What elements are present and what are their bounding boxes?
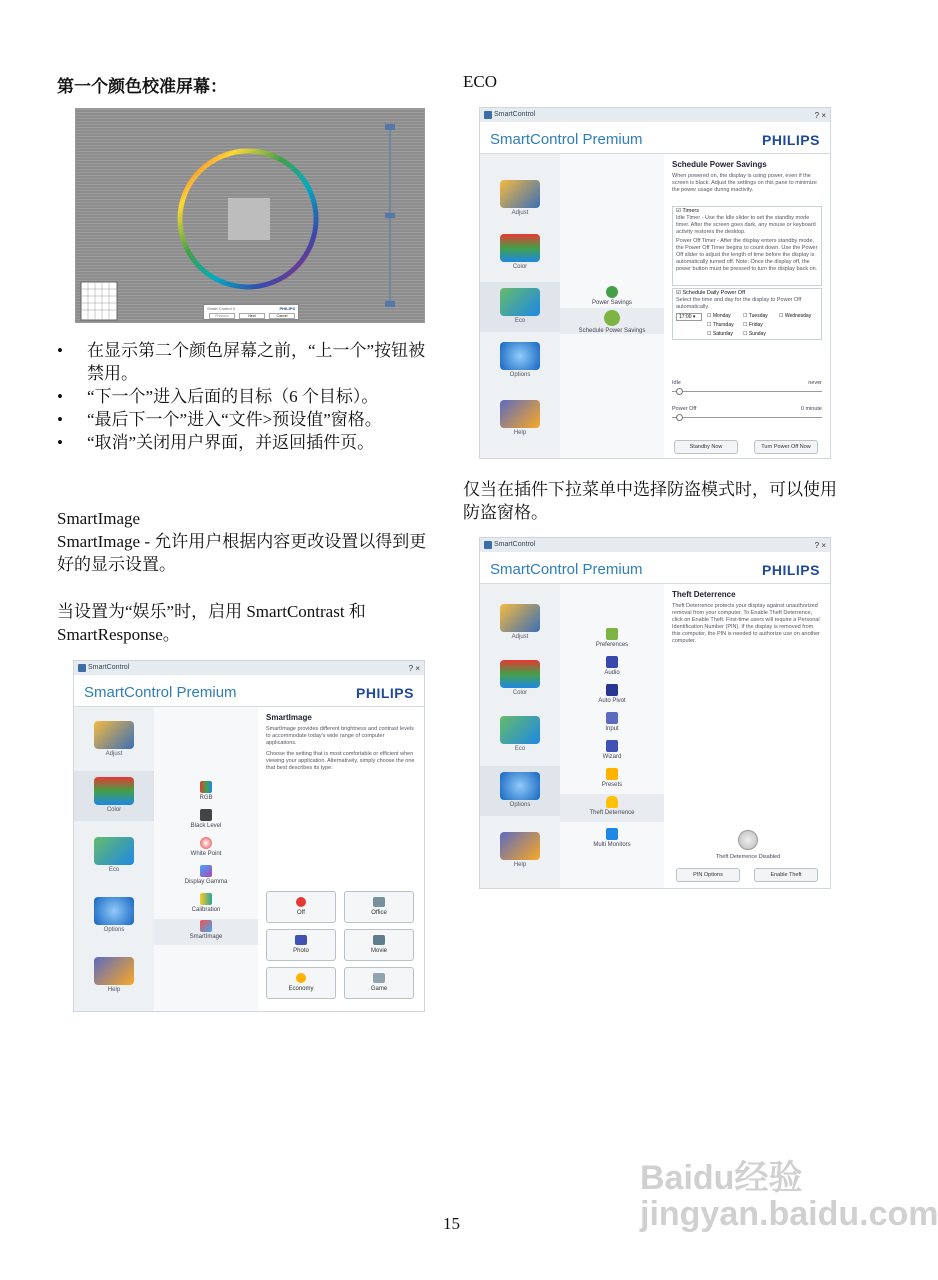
- submenu-label: Display Gamma: [184, 879, 228, 885]
- nav-item-eco[interactable]: [74, 831, 154, 881]
- window-titlebar: [480, 108, 830, 122]
- time-value: 17:00: [679, 314, 692, 320]
- submenu-item-wizard[interactable]: [560, 740, 664, 760]
- idle-value: never: [808, 380, 822, 386]
- submenu-item-white-point[interactable]: [154, 837, 258, 857]
- submenu-item-display-gamma[interactable]: [154, 865, 258, 885]
- nav-label: Adjust: [105, 751, 123, 757]
- gear-icon: [500, 772, 540, 800]
- nav-label: Help: [513, 862, 527, 868]
- app-icon: [484, 541, 492, 549]
- submenu-label: White Point: [190, 851, 222, 857]
- timers-label: Timers: [682, 208, 699, 214]
- panel-title: Theft Deterrence: [672, 590, 736, 599]
- eco-panel: [664, 154, 830, 458]
- mode-economy-button[interactable]: [266, 967, 336, 999]
- schedule-text: Select the time and day for the display to Power Off automatically.: [676, 297, 802, 310]
- submenu-label: Multi Monitors: [593, 842, 631, 848]
- help-icon: [94, 957, 134, 985]
- adjust-icon: [500, 180, 540, 208]
- submenu-item-theft-deterrence[interactable]: [560, 794, 664, 822]
- help-icon: [500, 832, 540, 860]
- slider-thumb[interactable]: [676, 388, 683, 395]
- standby-now-button[interactable]: Standby Now: [674, 440, 738, 454]
- nav-label: Help: [107, 987, 121, 993]
- mode-office-button[interactable]: [344, 891, 414, 923]
- lock-icon: [606, 796, 618, 808]
- submenu-label: Auto Pivot: [598, 698, 626, 704]
- schedule-checkbox[interactable]: ☑ Schedule Daily Power Off: [676, 290, 746, 296]
- calibration-screenshot: [75, 108, 425, 323]
- nav-sidebar: [480, 154, 560, 458]
- nav-item-options[interactable]: [74, 891, 154, 941]
- baidu-watermark: Baidu经验 jingyan.baidu.com: [640, 1159, 938, 1233]
- nav-item-eco[interactable]: [480, 282, 560, 332]
- submenu-item-power-savings[interactable]: [560, 286, 664, 306]
- day-label: Saturday: [712, 331, 733, 337]
- multi-monitor-icon: [606, 828, 618, 840]
- app-icon: [78, 664, 86, 672]
- window-controls[interactable]: ? ×: [408, 664, 420, 673]
- panel-text: When powered on, the display is using power, even if the screen is black. Adjust the settings on this pane to minimize the power usage during inactivity.: [672, 173, 817, 193]
- nav-label: Color: [512, 264, 528, 270]
- color-wheel-graphic: [76, 109, 426, 324]
- power-off-timer-text: Power Off Timer - After the display enters standby mode, the Power Off Timer begins to count down. Use the Power Off slider to adjust the length of time before the display is automatically turned off. Note: Once the display off, the power button must be pressed to turn the display back on.: [676, 238, 818, 272]
- window-header: [480, 122, 830, 154]
- bullet-item: • “取消”关闭用户界面，并返回插件页。: [57, 431, 442, 454]
- eco-window: [479, 107, 831, 459]
- brand-title: SmartControl Premium: [490, 131, 643, 148]
- rgb-icon: [200, 781, 212, 793]
- turn-power-off-now-button[interactable]: Turn Power Off Now: [754, 440, 818, 454]
- nav-sidebar: [74, 707, 154, 1011]
- color-submenu: [154, 707, 258, 1011]
- power-icon: [296, 897, 306, 907]
- color-icon: [94, 777, 134, 805]
- day-label: Monday: [712, 313, 731, 319]
- day-tuesday[interactable]: ☐ Tuesday: [743, 313, 768, 319]
- smartimage-note: 当设置为“娱乐”时，启用 SmartContrast 和 SmartResponse。: [57, 602, 366, 644]
- schedule-group: [672, 288, 822, 340]
- nav-sidebar: [480, 584, 560, 888]
- nav-label: Help: [513, 430, 527, 436]
- disabled-lock-icon: [738, 830, 758, 850]
- theft-status: Theft Deterrence Disabled: [715, 854, 781, 860]
- nav-item-options[interactable]: [480, 766, 560, 816]
- day-label: Wednesday: [784, 313, 812, 319]
- calibration-footer-label: Smart Control II: [207, 306, 236, 311]
- mode-label: Movie: [370, 948, 387, 954]
- mode-label: Office: [371, 910, 387, 916]
- smartimage-panel: [258, 707, 424, 1011]
- mode-label: Off: [297, 910, 305, 916]
- help-icon: [500, 400, 540, 428]
- panel-text: Theft Deterrence protects your display against unauthorized removal from your computer. To Enable Theft Deterrence, click on Enable Theft. First-time users will require a Personal Identification Number (PIN). If the display is removed from this computer, the PIN is needed to authorize use on another computer.: [672, 603, 820, 644]
- nav-label: Eco: [514, 746, 526, 752]
- submenu-item-smartimage[interactable]: [154, 919, 258, 945]
- timers-group: [672, 206, 822, 286]
- schedule-label: Schedule Daily Power Off: [682, 290, 746, 296]
- submenu-label: SmartImage: [189, 934, 223, 940]
- wizard-icon: [606, 740, 618, 752]
- theft-panel: [664, 584, 830, 888]
- eco-leaf-icon: [500, 716, 540, 744]
- theft-note: 仅当在插件下拉菜单中选择防盗模式时，可以使用防盗窗格。: [463, 480, 837, 522]
- submenu-label: Presets: [601, 782, 623, 788]
- photo-icon: [295, 935, 307, 945]
- eco-heading: ECO: [463, 72, 497, 91]
- calibration-bullets: [57, 339, 442, 454]
- nav-label: Color: [512, 690, 528, 696]
- office-icon: [373, 897, 385, 907]
- smartimage-description: SmartImage - 允许用户根据内容更改设置以得到更好的显示设置。: [57, 532, 427, 574]
- calibration-heading: 第一个颜色校准屏幕：: [57, 77, 227, 96]
- schedule-leaf-icon: [604, 310, 620, 326]
- slider-track: [672, 391, 822, 392]
- window-controls[interactable]: ? ×: [814, 111, 826, 120]
- nav-label: Options: [509, 802, 531, 808]
- calibration-cancel-button[interactable]: Cancel: [269, 313, 295, 319]
- philips-logo: PHILIPS: [762, 132, 820, 148]
- color-icon: [500, 234, 540, 262]
- philips-logo: PHILIPS: [356, 685, 414, 701]
- nav-item-help[interactable]: [74, 951, 154, 1001]
- window-title: SmartControl: [494, 541, 536, 548]
- smartimage-window: [73, 660, 425, 1012]
- submenu-label: Power Savings: [591, 300, 633, 306]
- color-icon: [500, 660, 540, 688]
- bullet-item: • “最后下一个”进入“文件>预设值”窗格。: [57, 408, 442, 431]
- leaf-icon: [606, 286, 618, 298]
- submenu-item-auto-pivot[interactable]: [560, 684, 664, 704]
- mode-label: Economy: [288, 986, 314, 992]
- window-controls[interactable]: ? ×: [814, 541, 826, 550]
- eco-leaf-icon: [500, 288, 540, 316]
- eco-submenu: [560, 154, 664, 458]
- nav-item-help[interactable]: [480, 826, 560, 876]
- idle-slider[interactable]: [672, 388, 822, 396]
- calibration-previous-button[interactable]: Previous: [209, 313, 235, 319]
- nav-item-adjust[interactable]: [74, 715, 154, 765]
- mode-photo-button[interactable]: [266, 929, 336, 961]
- power-off-value: 0 minute: [800, 406, 822, 412]
- enable-theft-button[interactable]: Enable Theft: [754, 868, 818, 882]
- nav-label: Options: [103, 927, 125, 933]
- sun-icon: [296, 973, 306, 983]
- presets-icon: [606, 768, 618, 780]
- options-submenu: [560, 584, 664, 888]
- nav-label: Color: [106, 807, 122, 813]
- submenu-label: Input: [605, 726, 619, 732]
- day-sunday[interactable]: ☐ Sunday: [743, 331, 766, 337]
- app-icon: [484, 111, 492, 119]
- nav-item-help[interactable]: [480, 394, 560, 444]
- day-label: Sunday: [748, 331, 766, 337]
- submenu-item-calibration[interactable]: [154, 893, 258, 913]
- submenu-item-black-level[interactable]: [154, 809, 258, 829]
- movie-icon: [373, 935, 385, 945]
- calibration-footer: [203, 304, 299, 320]
- nav-item-adjust[interactable]: [480, 598, 560, 648]
- bullet-item: • 在显示第二个颜色屏幕之前，“上一个”按钮被禁用。: [57, 339, 442, 385]
- mode-game-button[interactable]: [344, 967, 414, 999]
- submenu-label: RGB: [199, 795, 213, 801]
- power-off-slider[interactable]: [672, 414, 822, 422]
- submenu-item-rgb[interactable]: [154, 781, 258, 801]
- black-level-icon: [200, 809, 212, 821]
- nav-label: Options: [509, 372, 531, 378]
- panel-title: SmartImage: [266, 713, 312, 722]
- power-off-label: Power Off: [672, 406, 697, 412]
- eco-leaf-icon: [94, 837, 134, 865]
- day-label: Thursday: [712, 322, 734, 328]
- adjust-icon: [500, 604, 540, 632]
- nav-label: Adjust: [511, 210, 529, 216]
- panel-title: Schedule Power Savings: [672, 160, 767, 169]
- idle-label: Idle: [672, 380, 681, 386]
- submenu-label: Theft Deterrence: [589, 810, 635, 816]
- submenu-label: Audio: [604, 670, 620, 676]
- panel-text: SmartImage provides different brightness and contrast levels to accommodate today's wide range of computer applications.: [266, 726, 414, 746]
- window-title: SmartControl: [88, 664, 130, 671]
- adjust-icon: [94, 721, 134, 749]
- brand-title: SmartControl Premium: [490, 561, 643, 578]
- submenu-item-preferences[interactable]: [560, 628, 664, 648]
- pin-options-button[interactable]: PIN Options: [676, 868, 740, 882]
- mode-label: Photo: [293, 948, 309, 954]
- submenu-item-input[interactable]: [560, 712, 664, 732]
- day-saturday[interactable]: ☐ Saturday: [707, 331, 733, 337]
- smartimage-title: SmartImage: [57, 509, 141, 528]
- idle-timer-text: Idle Timer - Use the Idle slider to set the standby mode timer. After the screen goes dark, any mouse or keyboard activity restores the desktop.: [676, 215, 816, 235]
- nav-label: Eco: [514, 318, 526, 324]
- smartimage-icon: [200, 920, 212, 932]
- preferences-icon: [606, 628, 618, 640]
- day-label: Tuesday: [748, 313, 768, 319]
- day-friday[interactable]: ☐ Friday: [743, 322, 763, 328]
- submenu-item-schedule-power-savings[interactable]: [560, 308, 664, 334]
- nav-item-eco[interactable]: [480, 710, 560, 760]
- white-point-icon: [200, 837, 212, 849]
- page-number: 15: [443, 1214, 460, 1233]
- window-titlebar: [74, 661, 424, 675]
- time-select[interactable]: 17:00 ▾: [676, 313, 702, 321]
- day-thursday[interactable]: ☐ Thursday: [707, 322, 734, 328]
- nav-item-color[interactable]: [480, 228, 560, 278]
- philips-logo: PHILIPS: [762, 562, 820, 578]
- bullet-item: • “下一个”进入后面的目标（6 个目标）。: [57, 385, 442, 408]
- day-label: Friday: [748, 322, 763, 328]
- nav-item-color[interactable]: [480, 654, 560, 704]
- submenu-label: Preferences: [595, 642, 629, 648]
- window-title: SmartControl: [494, 111, 536, 118]
- nav-item-adjust[interactable]: [480, 174, 560, 224]
- window-header: [74, 675, 424, 707]
- calibration-icon: [200, 893, 212, 905]
- pivot-icon: [606, 684, 618, 696]
- slider-thumb[interactable]: [676, 414, 683, 421]
- window-titlebar: [480, 538, 830, 552]
- day-monday[interactable]: ☐ Monday: [707, 313, 731, 319]
- gear-icon: [500, 342, 540, 370]
- slider-track: [672, 417, 822, 418]
- mode-label: Game: [370, 986, 388, 992]
- calibration-next-button[interactable]: Next: [239, 313, 265, 319]
- submenu-item-presets[interactable]: [560, 768, 664, 788]
- audio-icon: [606, 656, 618, 668]
- gamepad-icon: [373, 973, 385, 983]
- mode-movie-button[interactable]: [344, 929, 414, 961]
- submenu-label: Wizard: [602, 754, 622, 760]
- theft-window: [479, 537, 831, 889]
- calibration-footer-brand: PHILIPS: [279, 306, 295, 311]
- submenu-label: Calibration: [191, 907, 221, 913]
- nav-item-options[interactable]: [480, 336, 560, 386]
- gear-icon: [94, 897, 134, 925]
- submenu-label: Schedule Power Savings: [578, 328, 646, 334]
- timers-checkbox[interactable]: ☑ Timers: [676, 208, 699, 214]
- mode-off-button[interactable]: [266, 891, 336, 923]
- gamma-icon: [200, 865, 212, 877]
- submenu-label: Black Level: [190, 823, 222, 829]
- nav-label: Adjust: [511, 634, 529, 640]
- day-wednesday[interactable]: ☐ Wednesday: [779, 313, 812, 319]
- nav-item-color[interactable]: [74, 771, 154, 821]
- input-icon: [606, 712, 618, 724]
- window-header: [480, 552, 830, 584]
- submenu-item-multi-monitors[interactable]: [560, 828, 664, 848]
- submenu-item-audio[interactable]: [560, 656, 664, 676]
- nav-label: Eco: [108, 867, 120, 873]
- panel-text: Choose the setting that is most comfortable or efficient when viewing your application. Alternatively, simply choose the one that best describes its type.: [266, 751, 415, 771]
- brand-title: SmartControl Premium: [84, 684, 237, 701]
